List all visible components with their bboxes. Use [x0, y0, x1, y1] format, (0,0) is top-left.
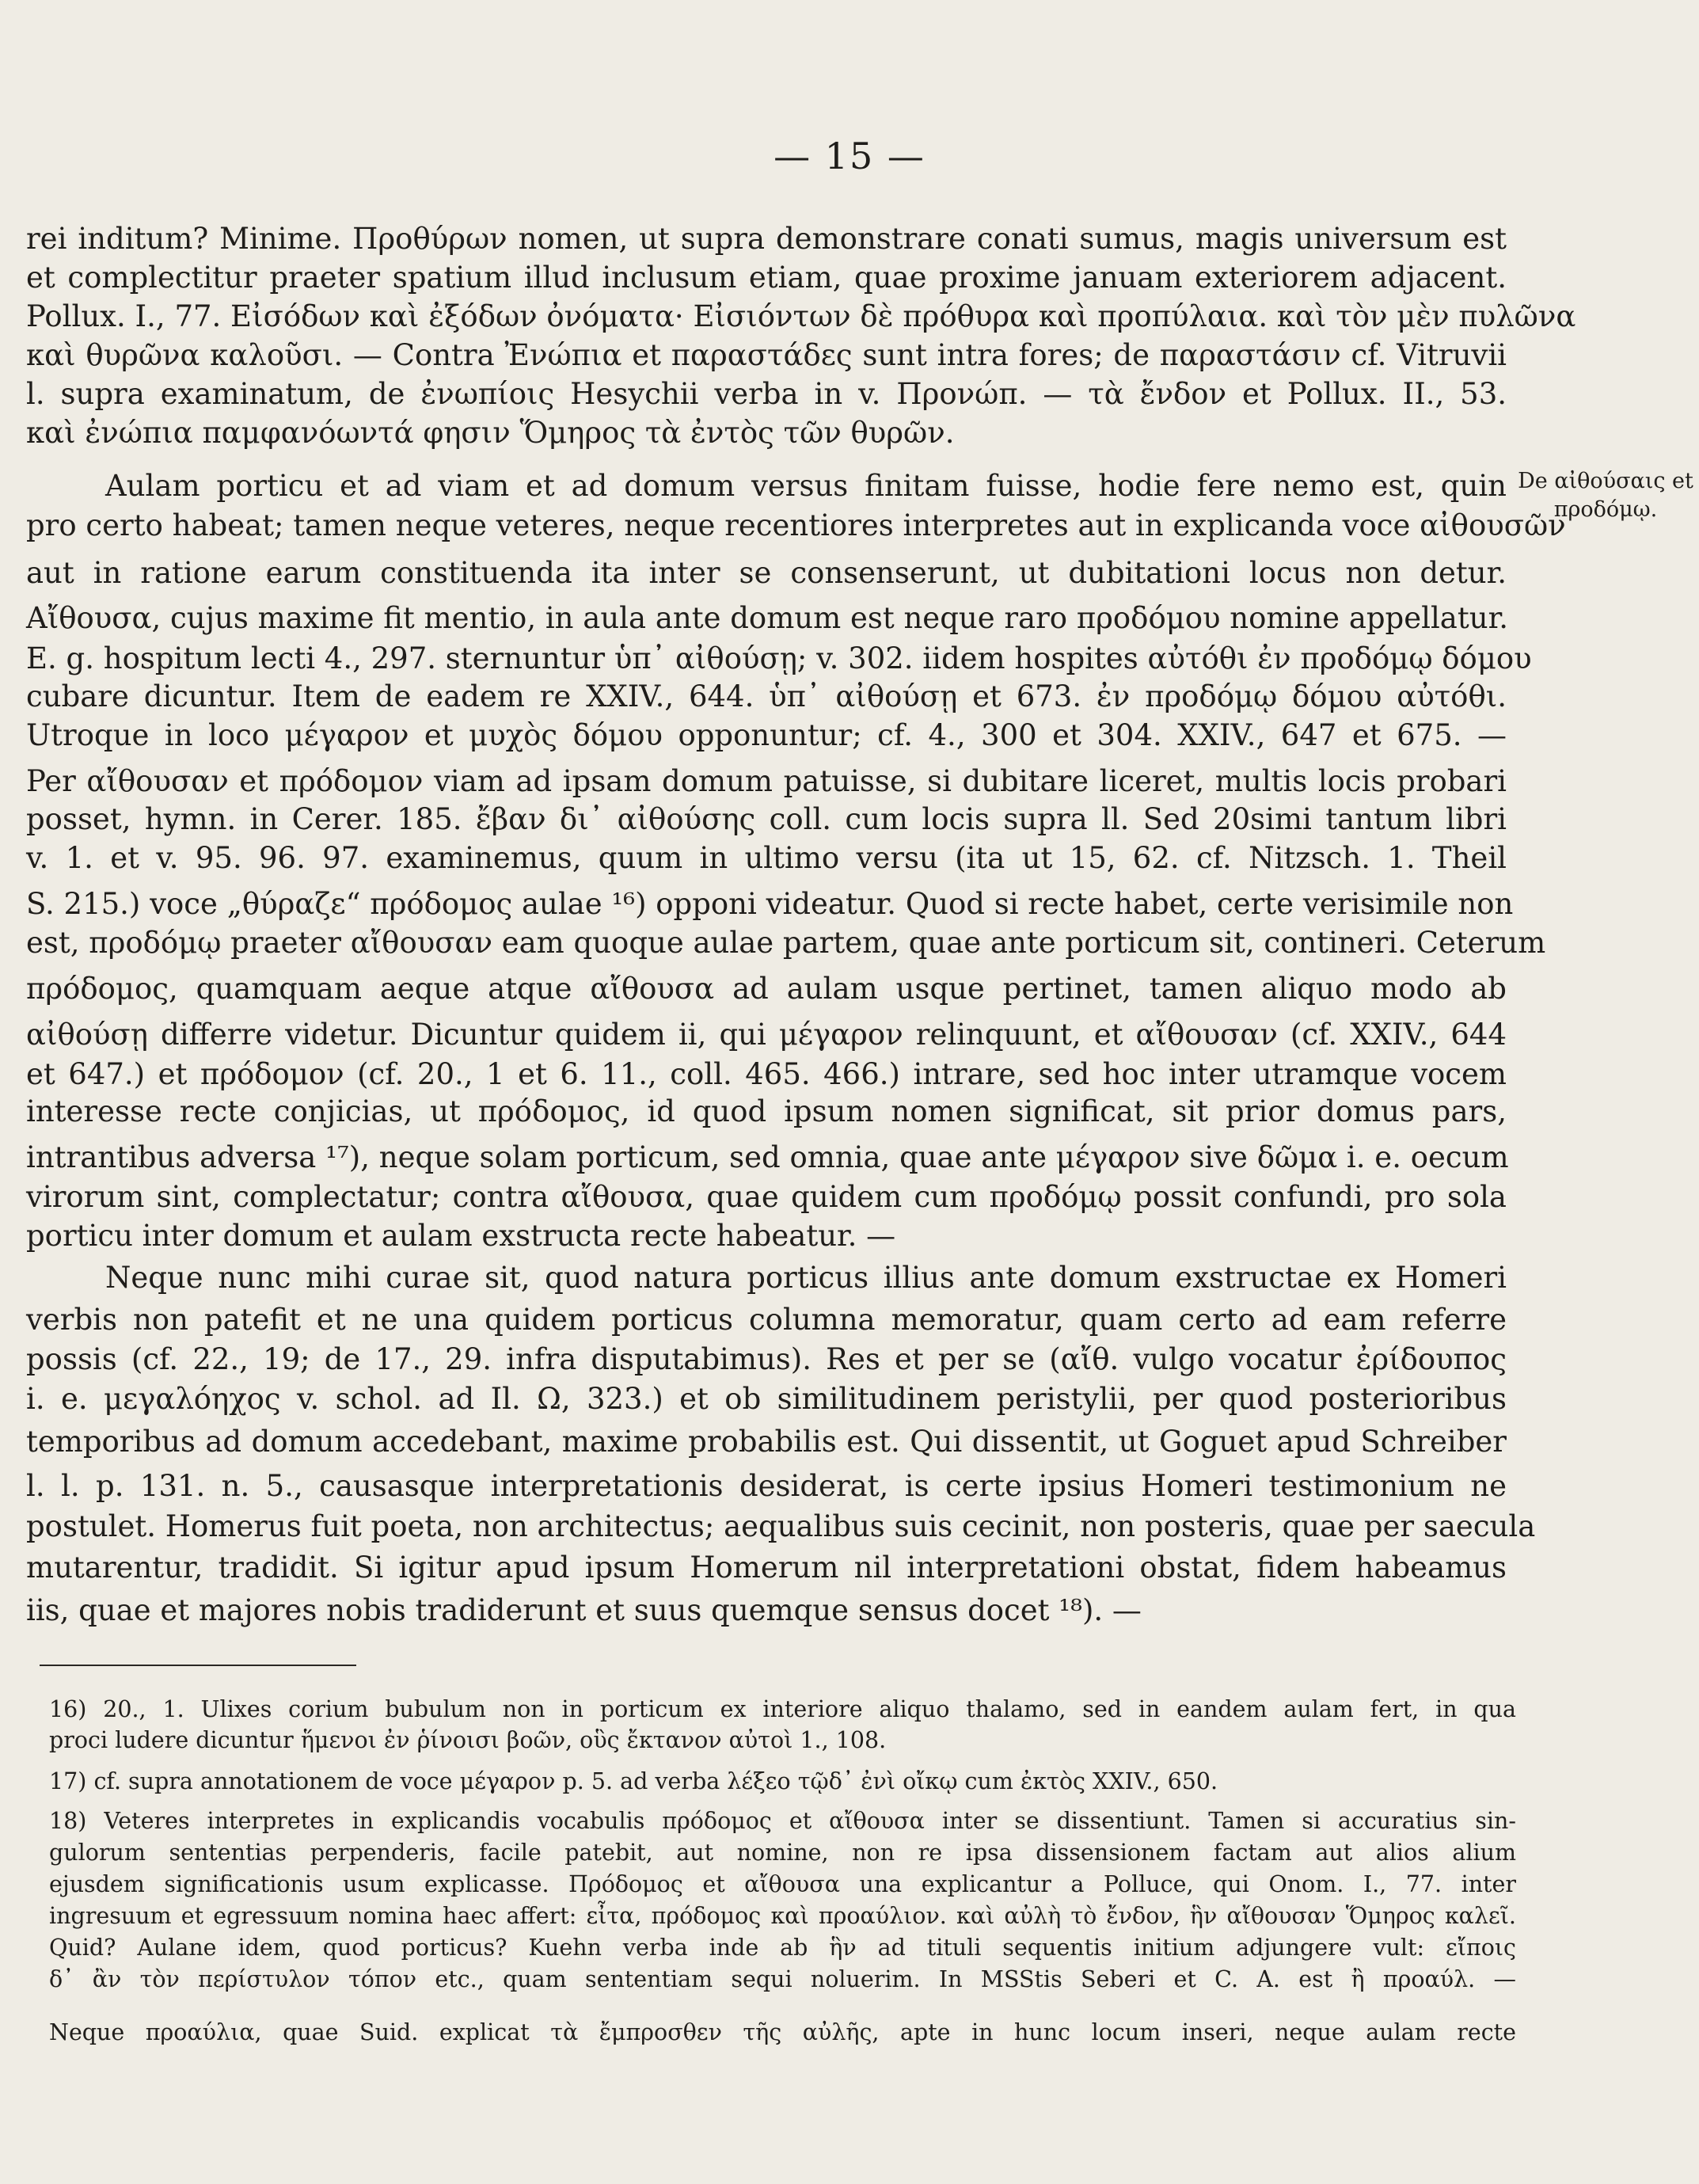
text-line: πρόδομος, quamquam aeque atque αἴθουσα ad aulam usque pertinet, tamen aliquo modo ab: [26, 972, 1507, 1006]
text-line: l. l. p. 131. n. 5., causasque interpretationis desiderat, is certe ipsius Homeri testimonium ne: [26, 1469, 1507, 1503]
text-line: virorum sint, complectatur; contra αἴθουσα, quae quidem cum προδόμῳ possit confundi, pro sola: [26, 1180, 1507, 1214]
footnote-divider: [40, 1665, 356, 1666]
text-line: possis (cf. 22., 19; de 17., 29. infra disputabimus). Res et per se (αἴθ. vulgo vocatur ἐρίδουπος: [26, 1342, 1507, 1376]
text-line: καὶ ἐνώπια παμφανόωντά φησιν Ὅμηρος τὰ ἐντὸς τῶν θυρῶν.: [26, 416, 955, 450]
text-line: E. g. hospitum lecti 4., 297. sternuntur ὑπ᾽ αἰθούσῃ; v. 302. iidem hospites αὐτόθι ἐν προδόμῳ δόμου: [26, 641, 1532, 675]
text-line: et complectitur praeter spatium illud inclusum etiam, quae proxime januam exteriorem adjacent.: [26, 261, 1507, 295]
text-line: verbis non patefit et ne una quidem porticus columna memoratur, quam certo ad eam referre: [26, 1303, 1507, 1337]
footnote-line: gulorum sententias perpenderis, facile patebit, aut nomine, non re ipsa dissensionem factam aut alios alium: [49, 1840, 1516, 1866]
text-line: rei inditum? Minime. Προθύρων nomen, ut supra demonstrare conati sumus, magis universum est: [26, 222, 1507, 256]
text-line: intrantibus adversa ¹⁷), neque solam porticum, sed omnia, quae ante μέγαρον sive δῶμα i. e. oecum: [26, 1140, 1509, 1174]
footnote-line: ejusdem significationis usum explicasse. Πρόδομος et αἴθουσα una explicantur a Polluce, qui Onom. I., 77. inter: [49, 1871, 1516, 1897]
margin-note: [1512, 467, 1699, 524]
footnote-line: δ᾽ ἂν τὸν περίστυλον τόπον etc., quam sententiam sequi noluerim. In MSStis Seberi et C. A. est ἢ προαύλ. —: [49, 1966, 1516, 1992]
footnote-line: proci ludere dicuntur ἥμενοι ἐν ῥίνοισι βοῶν, οὓς ἔκτανον αὐτοὶ 1., 108.: [49, 1727, 887, 1753]
text-line: l. supra examinatum, de ἐνωπίοις Hesychii verba in v. Προνώπ. — τὰ ἔνδον et Pollux. II., 53.: [26, 377, 1507, 411]
text-line: cubare dicuntur. Item de eadem re XXIV., 644. ὑπ᾽ αἰθούσῃ et 673. ἐν προδόμῳ δόμου αὐτόθι.: [26, 679, 1507, 713]
text-line: i. e. μεγαλόηχος v. schol. ad Il. Ω, 323.) et ob similitudinem peristylii, per quod posterioribus: [26, 1382, 1507, 1416]
footnote-line: 18) Veteres interpretes in explicandis vocabulis πρόδομος et αἴθουσα inter se dissentiunt. Tamen si accuratius sin-: [49, 1808, 1516, 1834]
text-line: temporibus ad domum accedebant, maxime probabilis est. Qui dissentit, ut Goguet apud Schreiber: [26, 1425, 1507, 1459]
text-line: Αἴθουσα, cujus maxime fit mentio, in aula ante domum est neque raro προδόμου nomine appellatur.: [26, 601, 1508, 635]
text-line: S. 215.) voce „θύραζε“ πρόδομος aulae ¹⁶) opponi videatur. Quod si recte habet, certe verisimile non: [26, 887, 1514, 921]
footnote-line: ingresuum et egressuum nomina haec affert: εἶτα, πρόδομος καὶ προαύλιον. καὶ αὐλὴ τὸ ἔνδον, ἣν αἴθουσαν Ὅμηρος καλεῖ.: [49, 1903, 1516, 1929]
text-line: αἰθούσῃ differre videtur. Dicuntur quidem ii, qui μέγαρον relinquunt, et αἴθουσαν (cf. XXIV., 644: [26, 1018, 1507, 1052]
text-line: interesse recte conjicias, ut πρόδομος, id quod ipsum nomen significat, sit prior domus pars,: [26, 1094, 1507, 1128]
text-line: Neque nunc mihi curae sit, quod natura porticus illius ante domum exstructae ex Homeri: [105, 1261, 1507, 1295]
text-line: Utroque in loco μέγαρον et μυχὸς δόμου opponuntur; cf. 4., 300 et 304. XXIV., 647 et 675. —: [26, 718, 1507, 752]
text-line: iis, quae et majores nobis tradiderunt et suus quemque sensus docet ¹⁸). —: [26, 1593, 1142, 1627]
page-number: — 15 —: [773, 135, 926, 177]
margin-note-line: De αἰθούσαις et: [1518, 469, 1693, 493]
footnote-line: Neque προαύλια, quae Suid. explicat τὰ ἔμπροσθεν τῆς αὐλῆς, apte in hunc locum inseri, neque aulam recte: [49, 2019, 1516, 2045]
margin-note-line: προδόμῳ.: [1553, 497, 1658, 522]
text-line: καὶ θυρῶνα καλοῦσι. — Contra Ἐνώπια et παραστάδες sunt intra fores; de παραστάσιν cf. Vitruvii: [26, 338, 1507, 372]
text-line: mutarentur, tradidit. Si igitur apud ipsum Homerum nil interpretationi obstat, fidem habeamus: [26, 1550, 1507, 1585]
text-line: Pollux. I., 77. Εἰσόδων καὶ ἐξόδων ὀνόματα· Εἰσιόντων δὲ πρόθυρα καὶ προπύλαια. καὶ τὸν μὲν πυλῶνα: [26, 299, 1576, 333]
footnote-line: 17) cf. supra annotationem de voce μέγαρον p. 5. ad verba λέξεο τῷδ᾽ ἐνὶ οἴκῳ cum ἐκτὸς XXIV., 650.: [49, 1768, 1218, 1794]
text-line: posset, hymn. in Cerer. 185. ἔβαν δι᾽ αἰθούσης coll. cum locis supra ll. Sed 20simi tantum libri: [26, 802, 1507, 836]
text-line: Aulam porticu et ad viam et ad domum versus finitam fuisse, hodie fere nemo est, quin: [105, 469, 1507, 503]
text-line: v. 1. et v. 95. 96. 97. examinemus, quum in ultimo versu (ita ut 15, 62. cf. Nitzsch. 1. Theil: [26, 841, 1507, 875]
text-line: Per αἴθουσαν et πρόδομον viam ad ipsam domum patuisse, si dubitare liceret, multis locis probari: [26, 764, 1507, 798]
text-line: pro certo habeat; tamen neque veteres, neque recentiores interpretes aut in explicanda voce αἰθουσῶν: [26, 508, 1566, 542]
footnote-line: 16) 20., 1. Ulixes corium bubulum non in porticum ex interiore aliquo thalamo, sed in eandem aulam fert, in qua: [49, 1696, 1516, 1722]
text-line: aut in ratione earum constituenda ita inter se consenserunt, ut dubitationi locus non detur.: [26, 556, 1507, 590]
footnote-line: Quid? Aulane idem, quod porticus? Kuehn verba inde ab ἣν ad tituli sequentis initium adjungere vult: εἴποις: [49, 1935, 1516, 1961]
text-line: est, προδόμῳ praeter αἴθουσαν eam quoque aulae partem, quae ante porticum sit, contineri. Ceterum: [26, 926, 1546, 960]
text-line: postulet. Homerus fuit poeta, non architectus; aequalibus suis cecinit, non posteris, quae per saecula: [26, 1509, 1536, 1543]
text-line: porticu inter domum et aulam exstructa recte habeatur. —: [26, 1219, 896, 1253]
text-line: et 647.) et πρόδομον (cf. 20., 1 et 6. 11., coll. 465. 466.) intrare, sed hoc inter utramque vocem: [26, 1057, 1507, 1091]
